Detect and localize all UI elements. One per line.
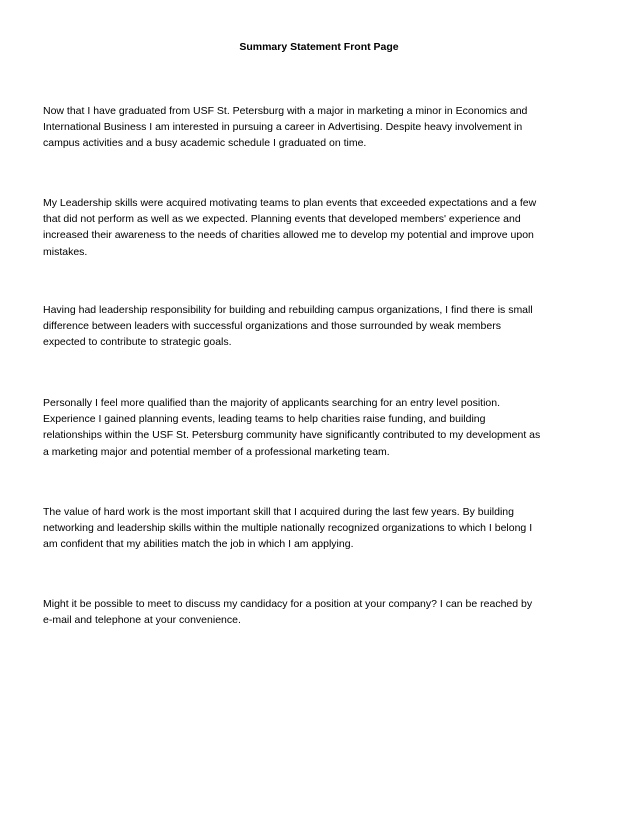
paragraph-line: International Business I am interested in pursuing a career in Advertising. Despite heavy involvement in bbox=[43, 121, 523, 134]
paragraph-closing bbox=[43, 596, 603, 628]
paragraph-line: expected to contribute to strategic goals. bbox=[43, 336, 232, 349]
paragraph-line: am confident that my abilities match the job in which I am applying. bbox=[43, 538, 354, 551]
paragraph-line: mistakes. bbox=[43, 245, 88, 258]
paragraph-line: relationships within the USF St. Petersburg community have significantly contributed to my development as bbox=[43, 429, 541, 442]
paragraph-line: increased their awareness to the needs of charities allowed me to develop my potential and improve upon bbox=[43, 229, 534, 242]
paragraph-leadership-responsibility bbox=[43, 302, 603, 351]
paragraph-line: Might it be possible to meet to discuss my candidacy for a position at your company? I can be reached by bbox=[43, 598, 533, 610]
paragraph-line: networking and leadership skills within the multiple nationally recognized organizations to which I belong I bbox=[43, 522, 533, 535]
paragraph-line: e-mail and telephone at your convenience. bbox=[43, 614, 241, 627]
paragraph-graduation bbox=[43, 103, 603, 152]
paragraph-line: a marketing major and potential member of a professional marketing team. bbox=[43, 445, 390, 458]
paragraph-line: difference between leaders with successful organizations and those surrounded by weak members bbox=[43, 320, 501, 333]
paragraph-line: Now that I have graduated from USF St. Petersburg with a major in marketing a minor in Economics and bbox=[43, 105, 528, 117]
paragraph-line: campus activities and a busy academic schedule I graduated on time. bbox=[43, 137, 367, 150]
paragraph-qualifications bbox=[43, 395, 603, 460]
paragraph-line: Personally I feel more qualified than the majority of applicants searching for an entry level position. bbox=[43, 397, 500, 409]
paragraph-line: Having had leadership responsibility for building and rebuilding campus organizations, I find there is small bbox=[43, 304, 533, 316]
paragraph-hard-work bbox=[43, 504, 603, 553]
document-title: Summary Statement Front Page bbox=[239, 41, 399, 53]
paragraph-line: Experience I gained planning events, leading teams to help charities raise funding, and building bbox=[43, 413, 486, 426]
paragraph-line: My Leadership skills were acquired motivating teams to plan events that exceeded expectations and a few bbox=[43, 197, 537, 209]
paragraph-leadership-skills bbox=[43, 195, 603, 260]
paragraph-line: The value of hard work is the most important skill that I acquired during the last few years. By building bbox=[43, 506, 514, 518]
paragraph-line: that did not perform as well as we expected. Planning events that developed members' experience and bbox=[43, 213, 521, 226]
